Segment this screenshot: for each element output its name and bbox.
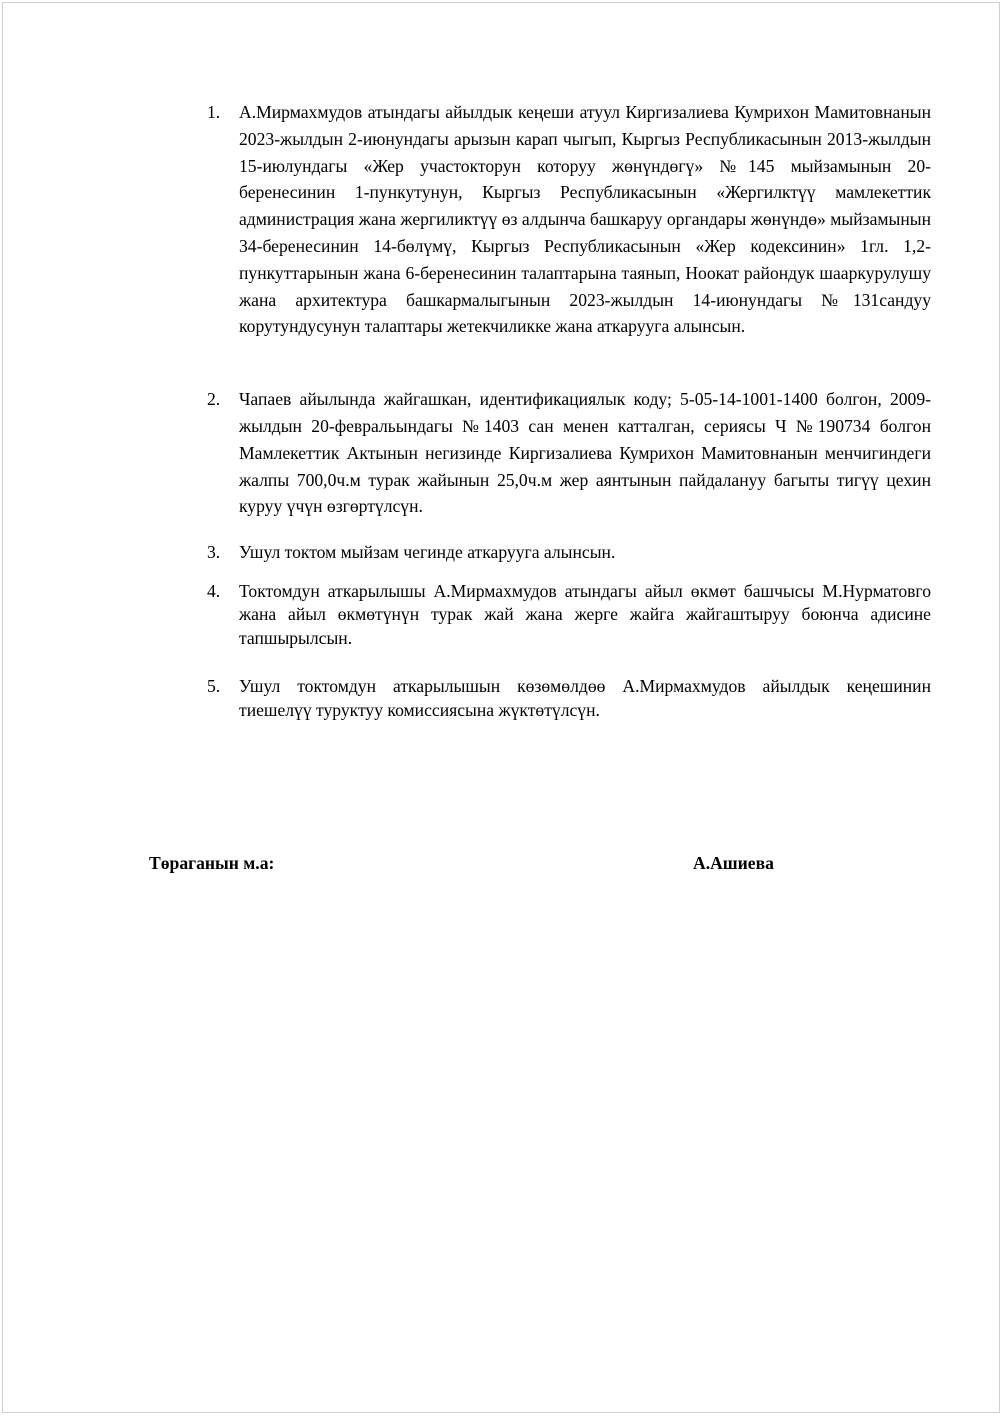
item-text: Токтомдун аткарылышы А.Мирмахмудов атындагы айыл өкмөт башчысы М.Нурматовго жана айыл өкмөтүнүн турак жай жана жерге жайга жайгаштыруу боюнча адисине тапшырылсын.	[239, 580, 931, 648]
item-text: Чапаев айылында жайгашкан, идентификациялык коду; 5-05-14-1001-1400 болгон, 2009-жылдын 20-февральындагы №1403 сан менен катталган, сериясы Ч №190734 болгон Мамлекеттик Актынын негизинде Киргизалиева Кумрихон Мамитовнанын менчигиндеги жалпы 700,0ч.м турак жайынын 25,0ч.м жер аянтынын пайдалануу багыты тигүү цехин куруу үчүн өзгөртүлсүн.	[239, 389, 931, 517]
signature-name: А.Ашиева	[693, 853, 774, 873]
item-number: 4.	[207, 580, 221, 601]
item-text: Ушул токтомдун аткарылышын көзөмөлдөө А.Мирмахмудов айылдык кеңешинин тиешелүү туруктуу комиссиясына жүктөтүлсүн.	[239, 676, 931, 720]
document-page	[2, 2, 1000, 1413]
list-item	[207, 541, 931, 565]
list-item	[207, 99, 931, 340]
item-number: 5.	[207, 676, 221, 697]
item-text: Ушул токтом мыйзам чегинде аткарууга алынсын.	[239, 542, 616, 563]
signature-title: Төраганын м.а:	[149, 853, 275, 873]
item-number: 2.	[207, 389, 221, 410]
item-number: 3.	[207, 542, 221, 563]
resolution-items	[207, 99, 931, 722]
item-text: А.Мирмахмудов атындагы айылдык кеңеши атуул Киргизалиева Кумрихон Мамитовнанын 2023-жылдын 2-июнундагы арызын карап чыгып, Кыргыз Республикасынын 2013-жылдын 15-июлундагы «Жер участокторун которуу жөнүндөгү» №145 мыйзамынын 20-беренесинин 1-пункутунун, Кыргыз Республикасынын «Жергилктүү мамлекеттик администрация жана жергиликтүү өз алдынча башкаруу органдары жөнүндө» мыйзамынын 34-беренесинин 14-бөлүмү, Кыргыз Республикасынын «Жер кодексинин» 1гл. 1,2-пункуттарынын жана 6-беренесинин талаптарына таянып, Ноокат райондук шааркурулушу жана архитектура башкармалыгынын 2023-жылдын 14-июнундагы №131сандуу корутундусунун талаптары жетекчиликке жана аткарууга алынсын.	[239, 102, 931, 337]
list-item	[207, 386, 931, 520]
list-item	[207, 675, 931, 722]
item-number: 1.	[207, 102, 221, 122]
list-item	[207, 580, 931, 651]
